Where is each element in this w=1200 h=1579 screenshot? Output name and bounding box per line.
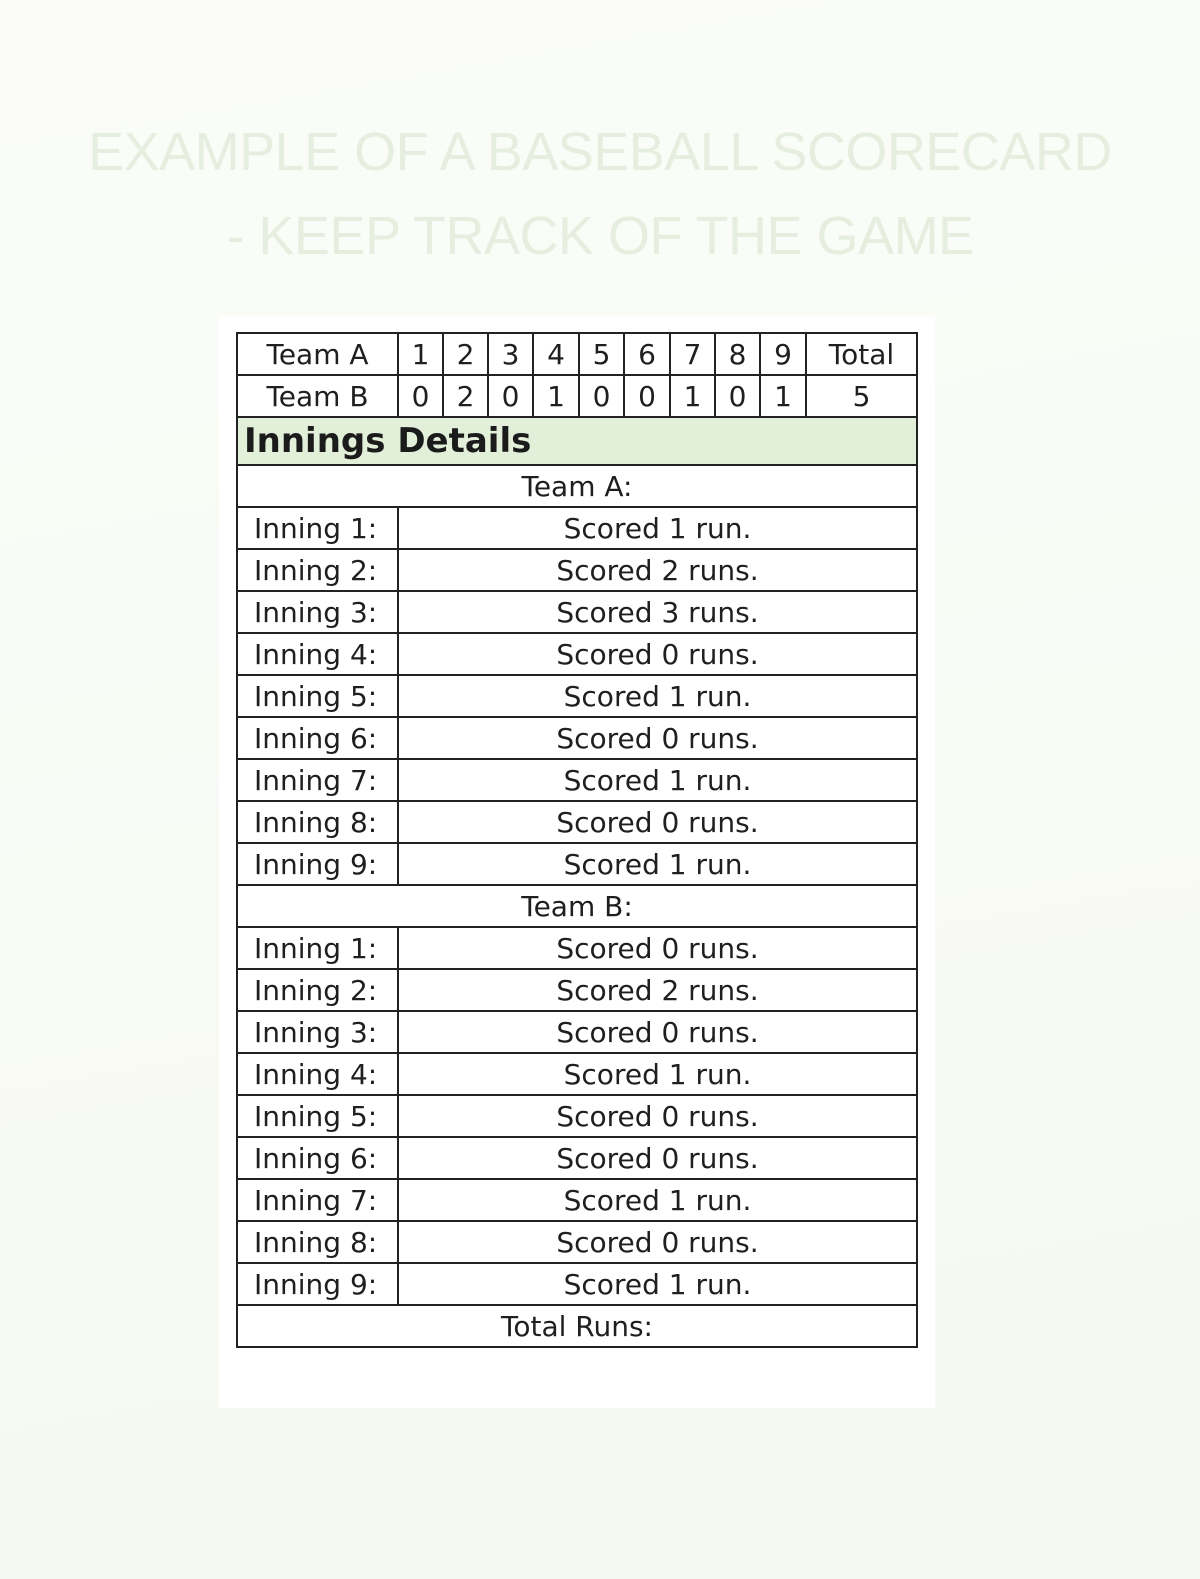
scoreboard-inning-score: 0 — [579, 375, 624, 417]
inning-result: Scored 3 runs. — [398, 591, 917, 633]
inning-result: Scored 1 run. — [398, 1263, 917, 1305]
scoreboard-team-row — [237, 375, 917, 417]
inning-result: Scored 0 runs. — [398, 1011, 917, 1053]
table-row — [237, 1221, 917, 1263]
table-row — [237, 633, 917, 675]
inning-label: Inning 6: — [237, 1137, 398, 1179]
scoreboard-header-inning: 1 — [398, 333, 443, 375]
scoreboard-inning-score: 0 — [488, 375, 533, 417]
inning-result: Scored 1 run. — [398, 843, 917, 885]
inning-label: Inning 6: — [237, 717, 398, 759]
scorecard-table — [236, 332, 918, 1348]
table-row — [237, 969, 917, 1011]
total-runs-row — [237, 1305, 917, 1347]
table-row — [237, 549, 917, 591]
table-row — [237, 591, 917, 633]
team-a-label-row — [237, 465, 917, 507]
scoreboard-header-inning: 6 — [624, 333, 670, 375]
inning-label: Inning 5: — [237, 1095, 398, 1137]
inning-label: Inning 3: — [237, 1011, 398, 1053]
scoreboard-header-inning: 2 — [443, 333, 488, 375]
scoreboard-header-inning: 9 — [760, 333, 806, 375]
inning-label: Inning 2: — [237, 969, 398, 1011]
inning-result: Scored 0 runs. — [398, 1221, 917, 1263]
inning-label: Inning 1: — [237, 507, 398, 549]
inning-result: Scored 0 runs. — [398, 717, 917, 759]
scoreboard-header-inning: 4 — [533, 333, 579, 375]
page-title — [0, 110, 1200, 278]
innings-details-title: Innings Details — [237, 417, 917, 465]
scoreboard-inning-score: 0 — [624, 375, 670, 417]
scoreboard-header-inning: 8 — [715, 333, 760, 375]
inning-label: Inning 4: — [237, 633, 398, 675]
scoreboard-inning-score: 1 — [533, 375, 579, 417]
scoreboard-header-team: Team A — [237, 333, 398, 375]
inning-result: Scored 0 runs. — [398, 1095, 917, 1137]
innings-details-header — [237, 417, 917, 465]
scoreboard-inning-score: 2 — [443, 375, 488, 417]
table-row — [237, 1179, 917, 1221]
inning-label: Inning 3: — [237, 591, 398, 633]
inning-result: Scored 1 run. — [398, 759, 917, 801]
table-row — [237, 675, 917, 717]
scoreboard-inning-score: 0 — [715, 375, 760, 417]
scoreboard-inning-score: 1 — [670, 375, 715, 417]
team-b-label-row — [237, 885, 917, 927]
table-row — [237, 801, 917, 843]
inning-label: Inning 8: — [237, 1221, 398, 1263]
inning-result: Scored 1 run. — [398, 507, 917, 549]
inning-result: Scored 1 run. — [398, 1179, 917, 1221]
table-row — [237, 927, 917, 969]
page-title-line-1: EXAMPLE OF A BASEBALL SCORECARD — [88, 122, 1112, 182]
inning-label: Inning 2: — [237, 549, 398, 591]
table-row — [237, 843, 917, 885]
inning-result: Scored 1 run. — [398, 675, 917, 717]
scoreboard-header-inning: 3 — [488, 333, 533, 375]
inning-label: Inning 7: — [237, 1179, 398, 1221]
total-runs-label: Total Runs: — [237, 1305, 917, 1347]
table-row — [237, 1095, 917, 1137]
scoreboard-header-total: Total — [806, 333, 917, 375]
page-title-line-2: - KEEP TRACK OF THE GAME — [226, 206, 974, 266]
team-a-label: Team A: — [237, 465, 917, 507]
scoreboard-row-team: Team B — [237, 375, 398, 417]
inning-label: Inning 1: — [237, 927, 398, 969]
table-row — [237, 1053, 917, 1095]
scoreboard-header-inning: 7 — [670, 333, 715, 375]
inning-result: Scored 0 runs. — [398, 801, 917, 843]
scoreboard-header-row — [237, 333, 917, 375]
team-b-label: Team B: — [237, 885, 917, 927]
table-row — [237, 717, 917, 759]
table-row — [237, 1011, 917, 1053]
table-row — [237, 507, 917, 549]
inning-result: Scored 1 run. — [398, 1053, 917, 1095]
scoreboard-inning-score: 0 — [398, 375, 443, 417]
inning-result: Scored 0 runs. — [398, 633, 917, 675]
scoreboard-total-score: 5 — [806, 375, 917, 417]
inning-result: Scored 2 runs. — [398, 969, 917, 1011]
inning-label: Inning 9: — [237, 843, 398, 885]
table-row — [237, 1263, 917, 1305]
inning-label: Inning 5: — [237, 675, 398, 717]
inning-label: Inning 4: — [237, 1053, 398, 1095]
table-row — [237, 759, 917, 801]
inning-result: Scored 0 runs. — [398, 927, 917, 969]
table-row — [237, 1137, 917, 1179]
inning-result: Scored 0 runs. — [398, 1137, 917, 1179]
scoreboard-inning-score: 1 — [760, 375, 806, 417]
inning-label: Inning 7: — [237, 759, 398, 801]
inning-label: Inning 8: — [237, 801, 398, 843]
inning-result: Scored 2 runs. — [398, 549, 917, 591]
scoreboard-header-inning: 5 — [579, 333, 624, 375]
inning-label: Inning 9: — [237, 1263, 398, 1305]
